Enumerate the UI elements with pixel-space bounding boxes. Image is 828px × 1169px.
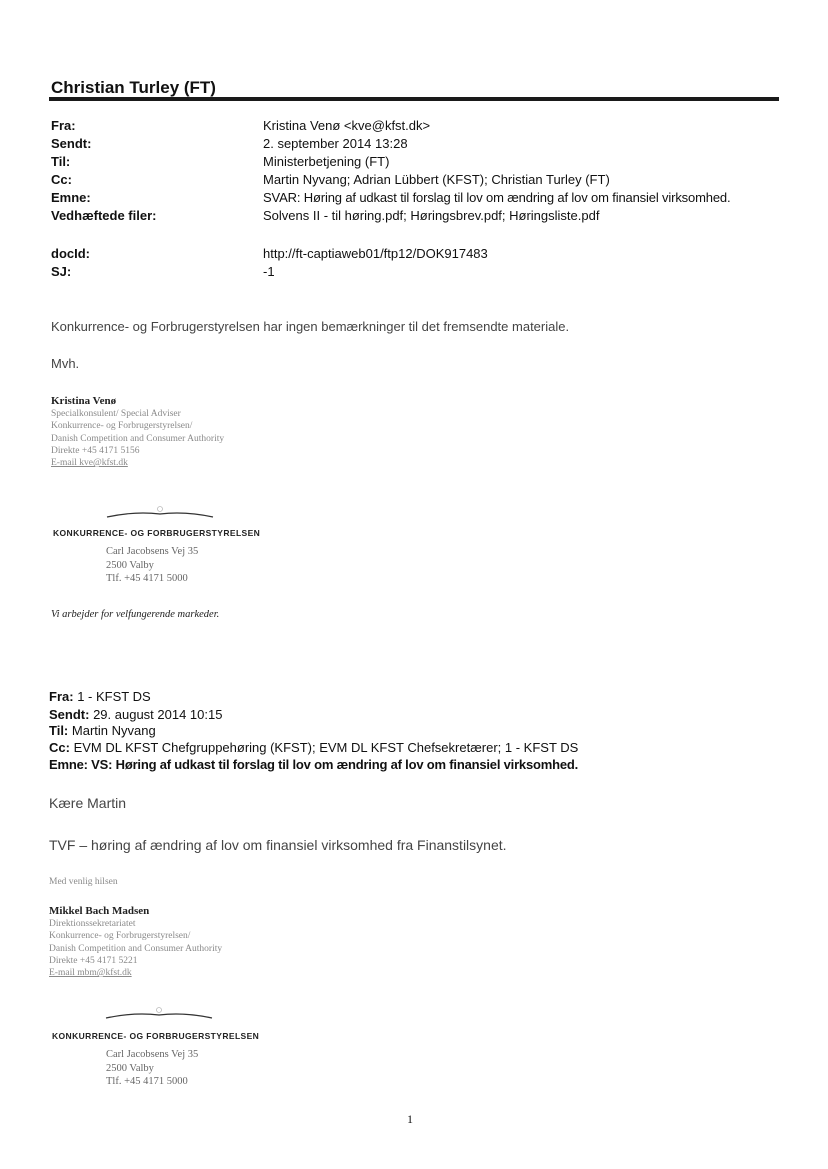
agency-logo-text: KONKURRENCE- OG FORBRUGERSTYRELSEN — [53, 528, 261, 538]
signature-line: Konkurrence- og Forbrugerstyrelsen/ — [51, 421, 193, 432]
title-rule — [49, 97, 779, 101]
to-value: Ministerbetjening (FT) — [263, 154, 390, 169]
signature-block — [51, 408, 224, 469]
signature-email[interactable]: E-mail mbm@kfst.dk — [49, 968, 132, 979]
fw-from-label: Fra: — [49, 689, 74, 704]
signature-line: Direkte +45 4171 5156 — [51, 445, 140, 456]
attachments-value: Solvens II - til høring.pdf; Høringsbrev.pdf; Høringsliste.pdf — [263, 208, 600, 223]
signature-line: Direkte +45 4171 5221 — [49, 955, 138, 966]
signature-email[interactable]: E-mail kve@kfst.dk — [51, 458, 128, 469]
from-label: Fra: — [51, 118, 76, 133]
fw-subject-value: VS: Høring af udkast til forslag til lov om ændring af lov om finansiel virksomhed. — [91, 757, 579, 772]
address-line: Carl Jacobsens Vej 35 — [106, 1049, 199, 1060]
from-value: Kristina Venø <kve@kfst.dk> — [263, 118, 431, 133]
fw-sent-label: Sendt: — [49, 707, 90, 722]
fw-from-value: 1 - KFST DS — [77, 689, 151, 704]
signature-line: Danish Competition and Consumer Authority — [49, 943, 223, 954]
fw-to-value: Martin Nyvang — [71, 723, 156, 738]
fw-body: TVF – høring af ændring af lov om finansiel virksomhed fra Finanstilsynet. — [49, 837, 507, 853]
signature-line: Specialkonsulent/ Special Adviser — [51, 409, 181, 419]
sj-label: SJ: — [51, 264, 72, 279]
docid-label: docId: — [51, 246, 90, 261]
page-title: Christian Turley (FT) — [51, 78, 216, 97]
fw-closing: Med venlig hilsen — [49, 877, 118, 887]
page-number: 1 — [407, 1112, 413, 1126]
fw-to-label: Til: — [49, 723, 69, 738]
to-label: Til: — [51, 154, 71, 169]
sent-label: Sendt: — [51, 136, 92, 151]
address-line: Tlf. +45 4171 5000 — [106, 573, 188, 584]
fw-signature-block — [49, 918, 222, 979]
fw-sent — [49, 707, 222, 722]
crown-swoosh-icon — [104, 1006, 214, 1020]
fw-agency-logo-text: KONKURRENCE- OG FORBRUGERSTYRELSEN — [52, 1031, 260, 1041]
fw-cc-value: EVM DL KFST Chefgruppehøring (KFST); EVM DL KFST Chefsekretærer; 1 - KFST DS — [73, 740, 579, 755]
fw-subject — [49, 757, 578, 772]
signature-line: Konkurrence- og Forbrugerstyrelsen/ — [49, 931, 191, 942]
docid-value: http://ft-captiaweb01/ftp12/DOK917483 — [263, 246, 488, 261]
address-line: 2500 Valby — [106, 1062, 154, 1074]
reply-body: Konkurrence- og Forbrugerstyrelsen har ingen bemærkninger til det fremsendte materiale. — [51, 319, 570, 334]
subject-label: Emne: — [51, 190, 91, 205]
crown-swoosh-icon — [105, 505, 215, 519]
agency-tagline: Vi arbejder for velfungerende markeder. — [51, 609, 220, 620]
subject-value: SVAR: Høring af udkast til forslag til lov om ændring af lov om finansiel virksomhed. — [263, 190, 731, 205]
address-line: 2500 Valby — [106, 559, 154, 571]
agency-address — [106, 545, 198, 586]
fw-to — [49, 723, 156, 738]
signature-line: Danish Competition and Consumer Authority — [51, 433, 225, 444]
address-line: Tlf. +45 4171 5000 — [106, 1076, 188, 1087]
cc-label: Cc: — [51, 172, 72, 187]
fw-signature-name: Mikkel Bach Madsen — [49, 905, 150, 917]
cc-value: Martin Nyvang; Adrian Lübbert (KFST); Christian Turley (FT) — [263, 172, 610, 187]
sj-value: -1 — [263, 264, 275, 279]
signature-line: Direktionssekretariatet — [49, 919, 136, 929]
address-line: Carl Jacobsens Vej 35 — [106, 546, 199, 557]
fw-cc-label: Cc: — [49, 740, 70, 755]
fw-subject-label: Emne: — [49, 757, 88, 772]
attachments-label: Vedhæftede filer: — [51, 208, 157, 223]
fw-cc — [49, 740, 578, 755]
sent-value: 2. september 2014 13:28 — [263, 136, 408, 151]
fw-greeting: Kære Martin — [49, 795, 127, 811]
fw-from — [49, 689, 151, 704]
signature-name: Kristina Venø — [51, 395, 117, 407]
fw-sent-value: 29. august 2014 10:15 — [93, 707, 223, 722]
reply-closing: Mvh. — [51, 356, 80, 371]
fw-agency-address — [106, 1048, 198, 1089]
